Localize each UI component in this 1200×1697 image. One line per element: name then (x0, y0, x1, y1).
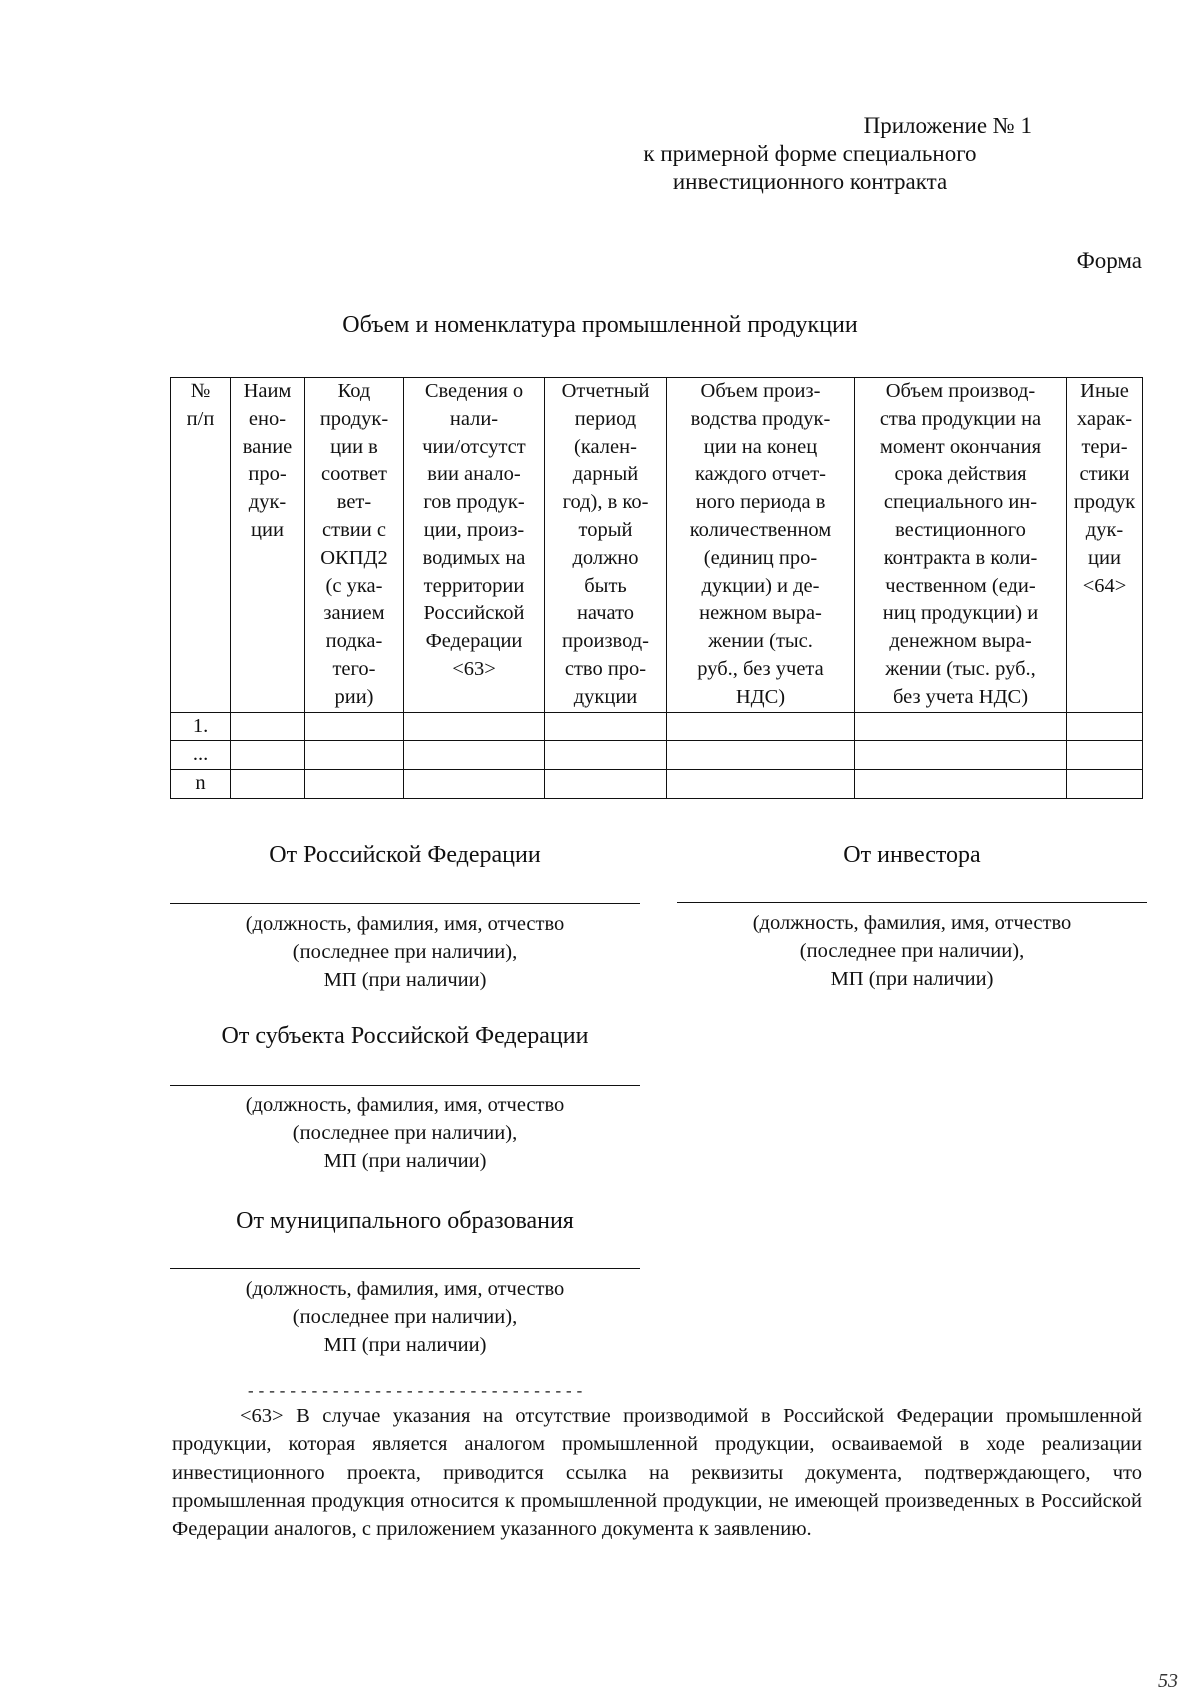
table-cell (305, 712, 404, 741)
table-cell (305, 770, 404, 799)
signature-line-rf (170, 903, 640, 904)
appendix-reference-line: к примерной форме специального (643, 141, 977, 166)
table-cell (667, 712, 855, 741)
signature-heading-rf: От Российской Федерации (269, 842, 541, 868)
table-cell (404, 741, 545, 770)
document-title: Объем и номенклатура промышленной продукции (342, 312, 858, 338)
signature-note-subject: (должность, фамилия, имя, отчество (последнее при наличии), МП (при наличии) (245, 1094, 565, 1172)
column-header-analogs: Сведения о нали- чии/отсутст вии анало- гов продук- ции, произ- водимых на территории Российской Федерации <63> (404, 378, 545, 713)
signature-line-subject (170, 1085, 640, 1086)
table-row (171, 770, 1143, 799)
table-header-row (171, 378, 1143, 713)
appendix-header (550, 112, 1070, 196)
table-cell (231, 712, 305, 741)
table-cell (404, 770, 545, 799)
table-cell (855, 741, 1067, 770)
signature-line-municipal (170, 1268, 640, 1269)
table-cell (545, 741, 667, 770)
signature-note-municipal: (должность, фамилия, имя, отчество (последнее при наличии), МП (при наличии) (245, 1278, 565, 1356)
table-cell (231, 770, 305, 799)
column-header-okpd2-code: Код продук- ции в соответ вет- ствии с ОКПД2 (с ука- занием подка- тего- рии) (305, 378, 404, 713)
signature-line-investor (677, 902, 1147, 903)
column-header-volume-at-end: Объем производ- ства продукции на момент окончания срока действия специального ин- вестиционного контракта в коли- чественном (еди- ниц продукции) и денежном выра- жении (тыс. руб., без учета НДС) (855, 378, 1067, 713)
table-cell (1067, 770, 1143, 799)
table-cell (667, 770, 855, 799)
table-cell (1067, 741, 1143, 770)
column-header-reporting-period: Отчетный период (кален- дарный год), в ко- торый должно быть начато производ- ство про- дукции (545, 378, 667, 713)
row-number-cell: n (171, 770, 231, 799)
footnote-separator: -------------------------------- (246, 1383, 586, 1401)
table-cell (545, 770, 667, 799)
row-number-cell: ... (171, 741, 231, 770)
signature-note-investor: (должность, фамилия, имя, отчество (последнее при наличии), МП (при наличии) (752, 912, 1072, 990)
signature-heading-municipal: От муниципального образования (236, 1208, 574, 1234)
column-header-other-characteristics: Иные харак- тери- стики продук дук- ции <64> (1067, 378, 1143, 713)
column-header-name: Наим ено- вание про- дук- ции (231, 378, 305, 713)
table-cell (404, 712, 545, 741)
appendix-reference-line: инвестиционного контракта (672, 169, 948, 194)
column-header-volume-per-period: Объем произ- водства продук- ции на конец каждого отчет- ного периода в количественном (единиц про- дукции) и де- нежном выра- жении (тыс. руб., без учета НДС) (667, 378, 855, 713)
table-cell (855, 712, 1067, 741)
page-number: 53 (1158, 1670, 1178, 1692)
row-number-cell: 1. (171, 712, 231, 741)
signature-heading-investor: От инвестора (843, 842, 981, 868)
table-cell (305, 741, 404, 770)
footnote-63: <63> В случае указания на отсутствие производимой в Российской Федерации промышленной продукции, которая является аналогом промышленной продукции, осваиваемой в ходе реализации инвестиционного проекта, приводится ссылка на реквизиты документа, подтверждающего, что промышленная продукция относится к промышленной продукции, не имеющей произведенных в Российской Федерации аналогов, с приложением указанного документа к заявлению. (172, 1405, 1142, 1541)
table-cell (231, 741, 305, 770)
table-row (171, 741, 1143, 770)
form-label: Форма (1076, 248, 1142, 273)
table-cell (545, 712, 667, 741)
signature-note-rf: (должность, фамилия, имя, отчество (последнее при наличии), МП (при наличии) (245, 913, 565, 991)
signature-heading-subject: От субъекта Российской Федерации (221, 1023, 589, 1049)
table-cell (855, 770, 1067, 799)
table-row (171, 712, 1143, 741)
product-volume-table (170, 377, 1143, 799)
appendix-number: Приложение № 1 (863, 113, 1032, 138)
table-cell (1067, 712, 1143, 741)
column-header-number: № п/п (171, 378, 231, 713)
table-cell (667, 741, 855, 770)
